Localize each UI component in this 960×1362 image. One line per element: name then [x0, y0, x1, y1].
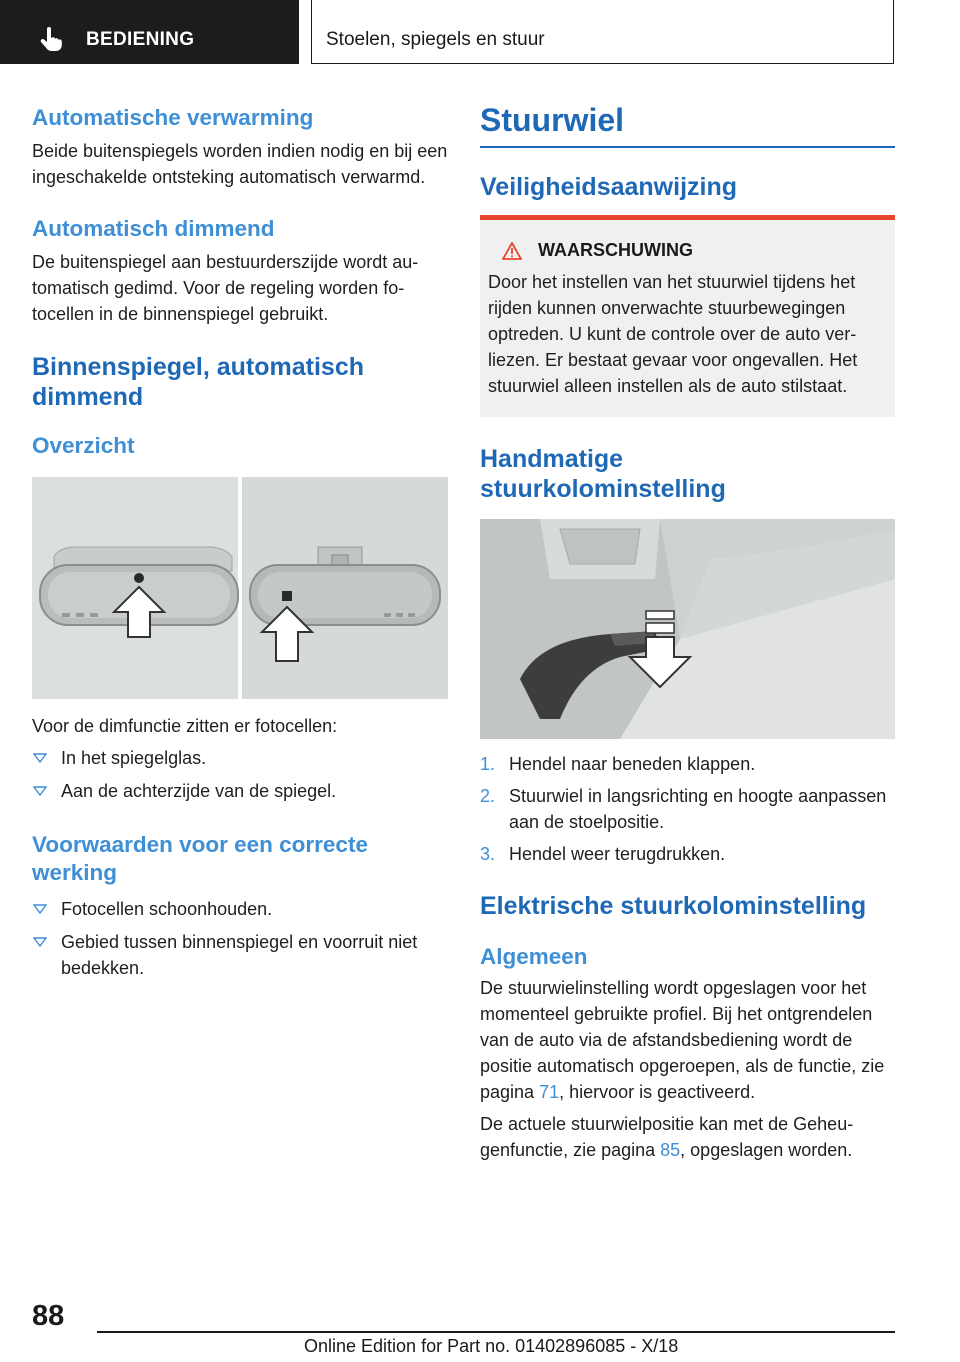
right-column — [480, 100, 895, 1163]
section-tab — [0, 0, 299, 64]
heading-rule — [480, 146, 895, 148]
warning-triangle-icon — [502, 242, 522, 260]
paragraph-dimming: De buitenspiegel aan bestuurderszijde wordt automatisch gedimd. Voor de regeling worden fotocellen in de binnenspiegel gebruikt. — [32, 252, 419, 324]
page-number: 88 — [32, 1300, 65, 1332]
heading-safety: Veiligheidsaanwijzing — [480, 173, 738, 201]
list-item: 2. Stuurwiel in langsrichting en hoogte aanpassen aan de stoelpositie. — [480, 786, 887, 832]
footer-rule — [97, 1331, 895, 1333]
heading-steering-wheel: Stuurwiel — [480, 102, 625, 138]
warning-label: WAARSCHUWING — [538, 240, 693, 260]
heading-manual-column: Handmatige stuurkolominstelling — [480, 445, 726, 503]
list-item: Aan de achterzijde van de spiegel. — [32, 778, 448, 804]
steering-column-illustration — [480, 519, 895, 739]
chapter-box — [311, 0, 894, 64]
list-item: 3. Hendel weer terugdrukken. — [480, 844, 726, 864]
paragraph-heating: Beide buitenspiegels worden indien nodig en bij een ingeschakelde ontsteking automatisch verwarmd. — [32, 141, 448, 187]
left-column — [32, 100, 448, 981]
heading-dimming: Automatisch dimmend — [32, 216, 275, 241]
hand-pointer-icon — [38, 26, 64, 52]
edition-note: Online Edition for Part no. 01402896085 - X/18 — [304, 1336, 679, 1356]
heading-general: Algemeen — [480, 944, 588, 969]
warning-box — [480, 220, 895, 417]
page-header — [0, 0, 960, 66]
heading-electric-column: Elektrische stuurkolominstelling — [480, 892, 867, 920]
paragraph-photocells: Voor de dimfunctie zitten er fotocellen: — [32, 716, 338, 736]
section-tab-label: BEDIENING — [86, 29, 195, 50]
triangle-bullet-icon — [33, 904, 47, 914]
page-link-85[interactable]: 85 — [660, 1140, 681, 1160]
list-item: In het spiegelglas. — [32, 745, 448, 771]
paragraph-general: De stuurwielinstelling wordt opgeslagen voor het momenteel gebruikte profiel. Bij het ontgrendelen van de auto via de afstandsbediening wordt de positie automatisch opgeroepen, als de functie, zie pagina 71, hiervoor is geactiveerd. — [480, 978, 885, 1102]
page-link-71[interactable]: 71 — [539, 1082, 560, 1102]
heading-inner-mirror: Binnenspiegel, automatisch dimmend — [32, 353, 365, 411]
triangle-bullet-icon — [33, 786, 47, 796]
chapter-title: Stoelen, spiegels en stuur — [326, 29, 545, 50]
list-item: Gebied tussen binnenspiegel en voorruit niet bedekken. — [32, 929, 448, 981]
heading-overview: Overzicht — [32, 433, 135, 458]
list-item: 1. Hendel naar beneden klappen. — [480, 754, 756, 774]
mirror-illustration — [32, 477, 448, 699]
heading-conditions: Voorwaarden voor een correcte werking — [32, 832, 368, 885]
triangle-bullet-icon — [33, 753, 47, 763]
paragraph-memory: De actuele stuurwielpositie kan met de Geheugenfunctie, zie pagina 85, opgeslagen worden. — [480, 1114, 854, 1160]
list-item: Fotocellen schoonhouden. — [32, 896, 448, 922]
warning-text: Door het instellen van het stuurwiel tijdens het rijden kunnen onverwachte stuurbewegingen optreden. U kunt de controle over de auto verliezen. Er bestaat gevaar voor ongevallen. Het stuurwiel alleen instellen als de auto stilstaat. — [488, 272, 858, 396]
heading-heating: Automatische verwarming — [32, 105, 314, 130]
triangle-bullet-icon — [33, 937, 47, 947]
